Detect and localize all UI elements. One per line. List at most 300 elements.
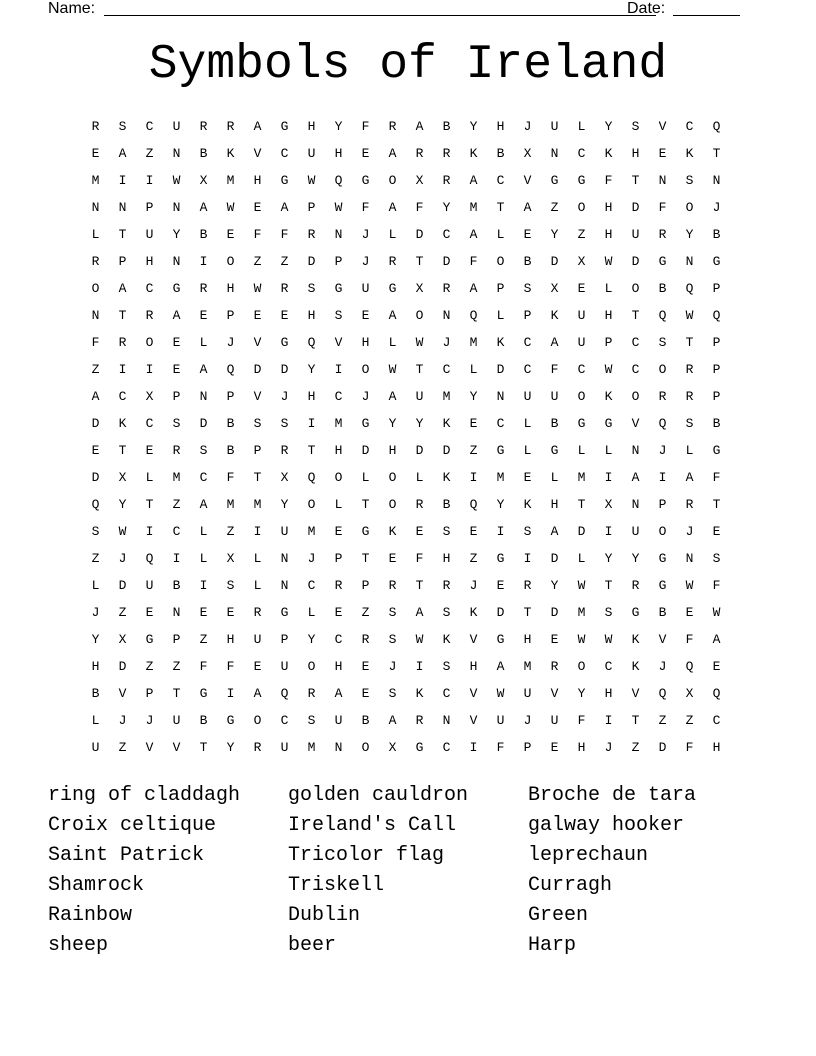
grid-letter: K: [496, 335, 505, 350]
grid-letter: K: [226, 146, 235, 161]
grid-letter: U: [577, 308, 586, 323]
grid-letter: I: [118, 173, 127, 188]
grid-letter: C: [496, 173, 505, 188]
grid-letter: W: [334, 200, 343, 215]
grid-letter: F: [469, 254, 478, 269]
grid-letter: A: [523, 200, 532, 215]
grid-letter: H: [226, 281, 235, 296]
grid-letter: X: [604, 497, 613, 512]
grid-letter: N: [442, 713, 451, 728]
grid-letter: J: [685, 524, 694, 539]
grid-letter: W: [685, 308, 694, 323]
grid-letter: B: [226, 416, 235, 431]
grid-letter: L: [361, 470, 370, 485]
grid-letter: H: [604, 308, 613, 323]
grid-letter: W: [172, 173, 181, 188]
grid-letter: E: [523, 470, 532, 485]
grid-letter: Q: [685, 659, 694, 674]
grid-letter: G: [361, 524, 370, 539]
grid-letter: D: [199, 416, 208, 431]
grid-letter: C: [685, 119, 694, 134]
grid-letter: X: [577, 254, 586, 269]
grid-letter: M: [523, 659, 532, 674]
grid-letter: I: [604, 524, 613, 539]
grid-letter: U: [172, 713, 181, 728]
grid-letter: J: [280, 389, 289, 404]
grid-letter: T: [685, 335, 694, 350]
grid-letter: E: [469, 416, 478, 431]
grid-letter: B: [199, 146, 208, 161]
grid-letter: C: [712, 713, 721, 728]
grid-letter: E: [658, 146, 667, 161]
grid-letter: Q: [226, 362, 235, 377]
grid-letter: E: [496, 578, 505, 593]
grid-letter: C: [631, 335, 640, 350]
grid-letter: Y: [388, 416, 397, 431]
grid-letter: K: [604, 389, 613, 404]
grid-letter: E: [280, 308, 289, 323]
word-list-item: Tricolor flag: [288, 844, 445, 867]
grid-letter: P: [118, 254, 127, 269]
grid-letter: A: [685, 470, 694, 485]
grid-letter: K: [415, 686, 424, 701]
grid-letter: T: [361, 497, 370, 512]
grid-letter: T: [145, 497, 154, 512]
grid-letter: S: [334, 308, 343, 323]
grid-letter: T: [523, 605, 532, 620]
grid-letter: L: [604, 443, 613, 458]
grid-letter: L: [91, 227, 100, 242]
grid-letter: A: [199, 362, 208, 377]
grid-letter: F: [91, 335, 100, 350]
grid-letter: H: [604, 227, 613, 242]
grid-letter: E: [253, 308, 262, 323]
grid-letter: R: [91, 119, 100, 134]
grid-letter: R: [442, 173, 451, 188]
grid-letter: I: [199, 578, 208, 593]
grid-letter: F: [496, 740, 505, 755]
grid-letter: P: [334, 254, 343, 269]
grid-letter: Y: [469, 389, 478, 404]
grid-letter: I: [145, 524, 154, 539]
grid-letter: K: [631, 659, 640, 674]
grid-letter: D: [361, 443, 370, 458]
grid-letter: O: [496, 254, 505, 269]
grid-letter: S: [523, 281, 532, 296]
grid-letter: B: [199, 713, 208, 728]
grid-letter: H: [307, 389, 316, 404]
grid-letter: H: [226, 632, 235, 647]
grid-letter: E: [91, 146, 100, 161]
grid-letter: N: [631, 497, 640, 512]
grid-letter: N: [712, 173, 721, 188]
grid-letter: Z: [145, 659, 154, 674]
grid-letter: R: [280, 443, 289, 458]
grid-letter: A: [253, 686, 262, 701]
grid-letter: I: [307, 416, 316, 431]
grid-letter: C: [442, 740, 451, 755]
grid-letter: U: [631, 524, 640, 539]
grid-letter: T: [712, 497, 721, 512]
grid-letter: L: [577, 119, 586, 134]
grid-letter: A: [415, 119, 424, 134]
grid-letter: P: [172, 389, 181, 404]
grid-letter: N: [280, 551, 289, 566]
grid-letter: K: [118, 416, 127, 431]
grid-letter: T: [577, 497, 586, 512]
grid-letter: Y: [550, 578, 559, 593]
grid-letter: J: [712, 200, 721, 215]
grid-letter: M: [334, 416, 343, 431]
grid-letter: G: [496, 632, 505, 647]
grid-letter: U: [307, 146, 316, 161]
grid-letter: Y: [226, 740, 235, 755]
grid-letter: F: [658, 200, 667, 215]
grid-letter: F: [226, 470, 235, 485]
grid-letter: I: [334, 362, 343, 377]
grid-letter: R: [442, 578, 451, 593]
grid-letter: P: [712, 389, 721, 404]
grid-letter: J: [388, 659, 397, 674]
grid-letter: L: [199, 551, 208, 566]
word-list-item: Green: [528, 904, 589, 927]
grid-letter: S: [631, 119, 640, 134]
grid-letter: H: [631, 146, 640, 161]
grid-letter: U: [523, 686, 532, 701]
date-label: Date:: [627, 0, 666, 17]
grid-letter: F: [550, 362, 559, 377]
grid-letter: C: [172, 524, 181, 539]
grid-letter: R: [658, 389, 667, 404]
grid-letter: D: [631, 200, 640, 215]
grid-letter: I: [145, 173, 154, 188]
grid-letter: V: [469, 632, 478, 647]
grid-letter: Q: [145, 551, 154, 566]
grid-letter: O: [334, 470, 343, 485]
grid-letter: Y: [415, 416, 424, 431]
grid-letter: D: [658, 740, 667, 755]
grid-letter: W: [604, 254, 613, 269]
grid-letter: S: [388, 605, 397, 620]
grid-letter: U: [415, 389, 424, 404]
grid-letter: U: [145, 227, 154, 242]
grid-letter: R: [199, 119, 208, 134]
grid-letter: O: [658, 524, 667, 539]
grid-letter: H: [334, 443, 343, 458]
grid-letter: A: [334, 686, 343, 701]
grid-letter: N: [172, 254, 181, 269]
grid-letter: E: [712, 659, 721, 674]
grid-letter: H: [604, 686, 613, 701]
grid-letter: S: [388, 632, 397, 647]
grid-letter: L: [415, 470, 424, 485]
grid-letter: P: [172, 632, 181, 647]
grid-letter: S: [172, 416, 181, 431]
grid-letter: M: [307, 740, 316, 755]
grid-letter: R: [388, 254, 397, 269]
grid-letter: Q: [307, 335, 316, 350]
grid-letter: G: [280, 119, 289, 134]
grid-letter: H: [334, 146, 343, 161]
grid-letter: U: [550, 713, 559, 728]
grid-letter: R: [685, 362, 694, 377]
grid-letter: C: [334, 632, 343, 647]
grid-letter: U: [334, 713, 343, 728]
grid-letter: Q: [685, 281, 694, 296]
grid-letter: J: [145, 713, 154, 728]
grid-letter: G: [280, 605, 289, 620]
grid-letter: P: [604, 335, 613, 350]
grid-letter: C: [577, 146, 586, 161]
grid-letter: J: [442, 335, 451, 350]
grid-letter: L: [604, 281, 613, 296]
grid-letter: P: [253, 443, 262, 458]
grid-letter: J: [307, 551, 316, 566]
word-list-item: Dublin: [288, 904, 361, 927]
grid-letter: Q: [712, 308, 721, 323]
grid-letter: B: [442, 119, 451, 134]
grid-letter: P: [523, 308, 532, 323]
grid-letter: G: [496, 551, 505, 566]
grid-letter: G: [658, 254, 667, 269]
grid-letter: Q: [307, 470, 316, 485]
grid-letter: P: [658, 497, 667, 512]
grid-letter: L: [496, 308, 505, 323]
grid-letter: E: [226, 605, 235, 620]
word-list-item: Broche de tara: [528, 784, 697, 807]
grid-letter: C: [523, 335, 532, 350]
grid-letter: X: [685, 686, 694, 701]
grid-letter: C: [307, 578, 316, 593]
grid-letter: P: [145, 686, 154, 701]
grid-letter: G: [496, 443, 505, 458]
grid-letter: E: [685, 605, 694, 620]
grid-letter: X: [118, 632, 127, 647]
grid-letter: P: [334, 551, 343, 566]
grid-letter: G: [577, 173, 586, 188]
grid-letter: D: [91, 416, 100, 431]
grid-letter: O: [631, 389, 640, 404]
grid-letter: C: [145, 119, 154, 134]
grid-letter: O: [253, 713, 262, 728]
grid-letter: L: [496, 227, 505, 242]
grid-letter: E: [253, 200, 262, 215]
grid-letter: G: [280, 335, 289, 350]
grid-letter: Z: [118, 740, 127, 755]
grid-letter: L: [577, 551, 586, 566]
grid-letter: K: [685, 146, 694, 161]
grid-letter: G: [199, 686, 208, 701]
grid-letter: I: [523, 551, 532, 566]
grid-letter: H: [334, 659, 343, 674]
grid-letter: J: [118, 551, 127, 566]
grid-letter: V: [253, 389, 262, 404]
grid-letter: J: [523, 119, 532, 134]
grid-letter: T: [118, 308, 127, 323]
grid-letter: R: [388, 578, 397, 593]
grid-letter: G: [226, 713, 235, 728]
name-label: Name:: [48, 0, 96, 17]
grid-letter: Z: [199, 632, 208, 647]
grid-letter: Z: [361, 605, 370, 620]
grid-letter: H: [145, 254, 154, 269]
grid-letter: O: [658, 362, 667, 377]
grid-letter: S: [442, 659, 451, 674]
grid-letter: R: [253, 740, 262, 755]
grid-letter: Y: [685, 227, 694, 242]
grid-letter: A: [469, 227, 478, 242]
grid-letter: F: [361, 119, 370, 134]
grid-letter: R: [361, 632, 370, 647]
grid-letter: Y: [577, 686, 586, 701]
grid-letter: M: [469, 335, 478, 350]
grid-letter: Y: [280, 497, 289, 512]
grid-letter: R: [199, 281, 208, 296]
grid-letter: Z: [91, 551, 100, 566]
grid-letter: J: [361, 254, 370, 269]
grid-letter: C: [199, 470, 208, 485]
grid-letter: E: [172, 335, 181, 350]
grid-letter: R: [307, 686, 316, 701]
grid-letter: U: [496, 713, 505, 728]
grid-letter: Y: [172, 227, 181, 242]
date-blank-line: [673, 0, 740, 16]
grid-letter: L: [685, 443, 694, 458]
grid-letter: P: [145, 200, 154, 215]
grid-letter: W: [226, 200, 235, 215]
grid-letter: Y: [307, 632, 316, 647]
grid-letter: I: [253, 524, 262, 539]
grid-letter: C: [145, 281, 154, 296]
grid-letter: T: [361, 551, 370, 566]
grid-letter: R: [685, 389, 694, 404]
grid-letter: Q: [469, 497, 478, 512]
grid-letter: S: [226, 578, 235, 593]
grid-letter: B: [712, 416, 721, 431]
grid-letter: D: [550, 551, 559, 566]
grid-letter: D: [442, 254, 451, 269]
grid-letter: R: [550, 659, 559, 674]
grid-letter: P: [712, 335, 721, 350]
grid-letter: O: [388, 497, 397, 512]
grid-letter: A: [199, 200, 208, 215]
grid-letter: G: [361, 416, 370, 431]
grid-letter: E: [145, 443, 154, 458]
grid-letter: T: [712, 146, 721, 161]
grid-letter: M: [442, 389, 451, 404]
grid-letter: E: [334, 605, 343, 620]
grid-letter: O: [145, 335, 154, 350]
name-blank-line: [104, 0, 656, 16]
grid-letter: A: [550, 335, 559, 350]
grid-letter: R: [280, 281, 289, 296]
grid-letter: F: [226, 659, 235, 674]
grid-letter: W: [604, 362, 613, 377]
grid-letter: A: [388, 146, 397, 161]
grid-letter: P: [226, 308, 235, 323]
grid-letter: O: [361, 362, 370, 377]
grid-letter: K: [469, 146, 478, 161]
grid-letter: Z: [658, 713, 667, 728]
grid-letter: F: [712, 578, 721, 593]
grid-letter: P: [496, 281, 505, 296]
grid-letter: R: [415, 497, 424, 512]
grid-letter: H: [577, 740, 586, 755]
grid-letter: C: [631, 362, 640, 377]
grid-letter: S: [118, 119, 127, 134]
word-list-item: sheep: [48, 934, 109, 957]
grid-letter: F: [253, 227, 262, 242]
grid-letter: N: [334, 227, 343, 242]
grid-letter: Y: [334, 119, 343, 134]
grid-letter: H: [550, 497, 559, 512]
grid-letter: W: [388, 362, 397, 377]
grid-letter: G: [550, 173, 559, 188]
grid-letter: X: [199, 173, 208, 188]
grid-letter: F: [604, 173, 613, 188]
grid-letter: H: [307, 308, 316, 323]
grid-letter: W: [415, 632, 424, 647]
grid-letter: B: [658, 605, 667, 620]
grid-letter: B: [226, 443, 235, 458]
grid-letter: T: [631, 308, 640, 323]
grid-letter: D: [496, 362, 505, 377]
grid-letter: K: [523, 497, 532, 512]
grid-letter: S: [91, 524, 100, 539]
grid-letter: Y: [604, 551, 613, 566]
grid-letter: Q: [712, 119, 721, 134]
grid-letter: P: [226, 389, 235, 404]
grid-letter: Y: [496, 497, 505, 512]
grid-letter: W: [712, 605, 721, 620]
grid-letter: O: [361, 740, 370, 755]
grid-letter: Z: [91, 362, 100, 377]
grid-letter: B: [658, 281, 667, 296]
grid-letter: N: [658, 173, 667, 188]
grid-letter: P: [523, 740, 532, 755]
grid-letter: V: [469, 686, 478, 701]
grid-letter: B: [361, 713, 370, 728]
grid-letter: M: [172, 470, 181, 485]
grid-letter: J: [91, 605, 100, 620]
grid-letter: M: [577, 605, 586, 620]
grid-letter: Z: [577, 227, 586, 242]
grid-letter: N: [199, 389, 208, 404]
grid-letter: G: [361, 173, 370, 188]
grid-letter: B: [496, 146, 505, 161]
grid-letter: Y: [442, 200, 451, 215]
grid-letter: V: [253, 335, 262, 350]
grid-letter: D: [253, 362, 262, 377]
grid-letter: K: [631, 632, 640, 647]
grid-letter: I: [145, 362, 154, 377]
grid-letter: D: [118, 659, 127, 674]
grid-letter: C: [442, 686, 451, 701]
grid-letter: O: [685, 200, 694, 215]
grid-letter: C: [145, 416, 154, 431]
grid-letter: K: [442, 416, 451, 431]
grid-letter: N: [172, 146, 181, 161]
grid-letter: A: [415, 605, 424, 620]
grid-letter: I: [469, 470, 478, 485]
grid-letter: O: [631, 281, 640, 296]
grid-letter: N: [172, 200, 181, 215]
grid-letter: Q: [658, 686, 667, 701]
grid-letter: Y: [631, 551, 640, 566]
grid-letter: Q: [91, 497, 100, 512]
grid-letter: L: [199, 335, 208, 350]
word-list: [48, 782, 768, 962]
